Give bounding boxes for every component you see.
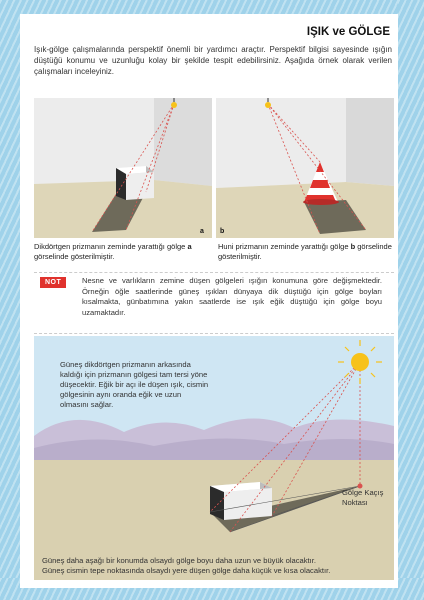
sun-bottom-text-2: Güneş cismin tepe noktasında olsaydı yere düşen gölge daha küçük ve kısa olacaktır. <box>42 566 331 575</box>
sun-shadow-figure <box>34 336 394 580</box>
page-title: IŞIK ve GÖLGE <box>306 26 390 38</box>
note-box <box>34 272 394 334</box>
frame-left <box>0 0 20 600</box>
frame-right <box>398 0 424 600</box>
page <box>20 14 398 588</box>
figure-a-caption: Dikdörtgen prizmanın zeminde yarattığı gölge a görselinde gösterilmiştir. <box>34 242 192 261</box>
figure-b-tag: b <box>220 228 225 235</box>
sun-explanation-text: Güneş dikdörtgen prizmanın arkasında kaldığı için prizmanın gölgesi tam tersi yöne düşecektir. Eğik bir açı ile düşen ışık, cismin gölgesinin aynı oranda eğik ve uzun olmasını sağlar. <box>60 360 209 409</box>
sun-bottom-text-1: Güneş daha aşağı bir konumda olsaydı gölge boyu daha uzun ve büyük olacaktır. <box>42 556 316 565</box>
figure-a-tag: a <box>200 228 204 235</box>
intro-paragraph: Işık-gölge çalışmalarında perspektif önemli bir yardımcı araçtır. Perspektif bilgisi sayesinde ışığın düştüğü konumu ve uzunluğu kolay bir şekilde tespit edebilirsiniz. Aşağıda örnek olarak verilen çalışmaları inceleyiniz. <box>34 45 392 76</box>
note-badge: NOT <box>40 277 66 288</box>
figure-a-prism-shadow <box>34 98 212 238</box>
note-text: Nesne ve varlıkların zemine düşen gölgeleri ışığın konumuna göre değişmektedir. Örneğin öğle saatlerinde güneş ışıkları dünyaya dik düştüğü için gölge boyları kısalmakta, günbatımına yakın saatlerde ise ışık eğik düştüğü için gölge boyu uzamaktadır. <box>82 276 382 317</box>
shadow-vanishing-point-label: Gölge Kaçış Noktası <box>342 488 384 507</box>
figure-b-caption: Huni prizmanın zeminde yarattığı gölge b görselinde gösterilmiştir. <box>218 242 392 261</box>
figure-b-cone-shadow <box>216 98 394 238</box>
